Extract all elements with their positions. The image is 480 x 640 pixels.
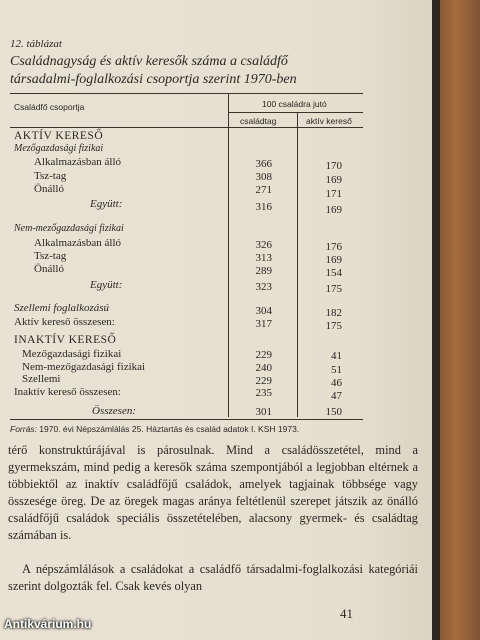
table-cell: 169 <box>325 174 342 186</box>
page-number: 41 <box>340 606 353 621</box>
table-cell: 169 <box>325 204 342 216</box>
table-cell: 308 <box>255 171 272 183</box>
table-top-rule <box>10 93 363 94</box>
table-cell: 366 <box>255 158 272 170</box>
col-header-per100: 100 családra jutó <box>262 99 327 109</box>
table-row-subtotal: Együtt: <box>90 198 123 210</box>
table-row-label: Tsz-tag <box>34 250 67 262</box>
section-heading-inaktiv: INAKTÍV KERESŐ <box>14 334 117 346</box>
col-header-aktiv: aktív kereső <box>306 116 352 126</box>
body-paragraph-2: A népszámlálások a családokat a családfő társadalmi-foglalkozási kategóriái szerint dolgozták fel. Csak kevés olyan <box>8 562 418 593</box>
table-cell: 182 <box>325 307 342 319</box>
table-cell: 150 <box>325 406 342 418</box>
watermark-logo: Antikvárium.hu <box>4 617 92 631</box>
table-cell: 301 <box>255 406 272 418</box>
table-cell: 170 <box>325 160 342 172</box>
source-text: 1970. évi Népszámlálás 25. Háztartás és család adatok I. KSH 1973. <box>39 424 300 434</box>
table-cell: 176 <box>325 241 342 253</box>
table-cell: 175 <box>325 283 342 295</box>
table-row-szellemi: Szellemi foglalkozású <box>14 302 110 314</box>
col-divider-2 <box>297 112 298 417</box>
table-row-label: Önálló <box>34 183 64 195</box>
table-row-grand-total: Összesen: <box>92 405 136 417</box>
book-edge <box>440 0 480 640</box>
table-source <box>10 424 299 434</box>
table-row-subtotal: Együtt: <box>90 279 123 291</box>
table-cell: 235 <box>255 387 272 399</box>
col-header-csaladtag: családtag <box>240 116 277 126</box>
table-cell: 323 <box>255 281 272 293</box>
table-cell: 47 <box>331 390 342 402</box>
table-bottom-rule <box>10 419 363 420</box>
header-bottom-rule <box>10 127 363 128</box>
table-cell: 175 <box>325 320 342 332</box>
table-cell: 313 <box>255 252 272 264</box>
col-divider-1 <box>228 93 229 417</box>
table-row-label: Mezőgazdasági fizikai <box>22 348 122 360</box>
table-cell: 229 <box>255 349 272 361</box>
table-row-label: Szellemi <box>22 373 61 385</box>
table-label: 12. táblázat <box>10 38 62 50</box>
table-cell: 169 <box>325 254 342 266</box>
table-cell: 51 <box>331 364 342 376</box>
table-title-line2: társadalmi-foglalkozási csoportja szerint 1970-ben <box>10 72 297 87</box>
book-spine <box>432 0 440 640</box>
subheading-nemmezo: Nem-mezőgazdasági fizikai <box>14 223 124 234</box>
table-cell: 41 <box>331 350 342 362</box>
table-cell: 317 <box>255 318 272 330</box>
table-row-aktiv-total: Aktív kereső összesen: <box>14 316 115 328</box>
section-heading-aktiv: AKTÍV KERESŐ <box>14 130 104 142</box>
body-paragraph-1: térő konstruktúrájával is párosulnak. Mind a családösszetétel, mind a gyermekszám, mind pedig a keresők száma szempontjából a legjobban eltérnek a többiektől az inaktív családfőjű családok, amelyek tagjainak többsége vagy összesége öreg. De az öregek magas aránya feltétlenül szerepet játszik az önálló családfőjű családok speciális összetételében, alacsony gyermek- és családtag számában is. <box>8 443 418 542</box>
source-label: Forrás: <box>10 424 37 434</box>
table-title-line1: Családnagyság és aktív keresők száma a családfő <box>10 54 288 69</box>
table-row-label: Alkalmazásban álló <box>34 156 122 168</box>
table-cell: 316 <box>255 201 272 213</box>
table-row-label: Alkalmazásban álló <box>34 237 122 249</box>
table-row-label: Nem-mezőgazdasági fizikai <box>22 361 146 373</box>
table-cell: 154 <box>325 267 342 279</box>
table-cell: 229 <box>255 375 272 387</box>
table-cell: 240 <box>255 362 272 374</box>
col-header-group: Családfő csoportja <box>14 102 85 112</box>
subheading-mezo: Mezőgazdasági fizikai <box>14 143 104 154</box>
table-cell: 326 <box>255 239 272 251</box>
table-cell: 289 <box>255 265 272 277</box>
table-cell: 271 <box>255 184 272 196</box>
header-mid-rule <box>228 112 363 113</box>
table-row-inaktiv-total: Inaktív kereső összesen: <box>14 386 121 398</box>
table-row-label: Tsz-tag <box>34 170 67 182</box>
table-cell: 171 <box>325 188 342 200</box>
table-row-label: Önálló <box>34 263 64 275</box>
table-cell: 304 <box>255 305 272 317</box>
table-cell: 46 <box>331 377 342 389</box>
